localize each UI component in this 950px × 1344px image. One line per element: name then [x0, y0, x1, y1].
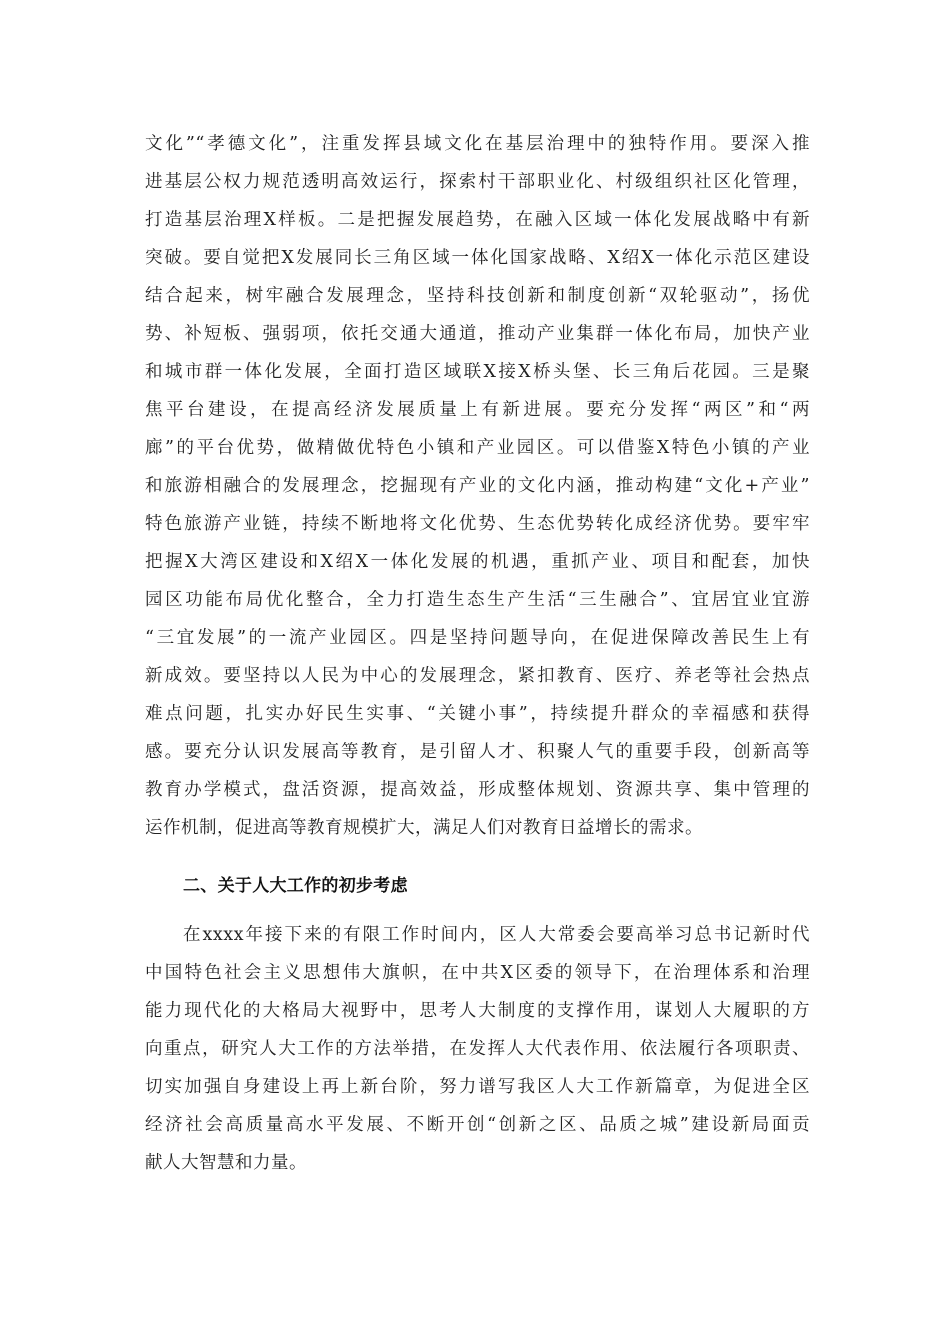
section-heading: 二、关于人大工作的初步考虑: [183, 876, 408, 896]
paragraph-1-line-3: 打造基层治理X样板。二是把握发展趋势，在融入区域一体化发展战略中有新: [145, 210, 810, 230]
paragraph-1-line-6: 势、补短板、强弱项，依托交通大通道，推动产业集群一体化布局，加快产业: [145, 324, 810, 344]
paragraph-1-line-8: 焦平台建设，在提高经济发展质量上有新进展。要充分发挥“两区”和“两: [145, 400, 810, 420]
paragraph-1-line-9: 廊”的平台优势，做精做优特色小镇和产业园区。可以借鉴X特色小镇的产业: [145, 438, 810, 458]
paragraph-1-line-7: 和城市群一体化发展，全面打造区域联X接X桥头堡、长三角后花园。三是聚: [145, 362, 810, 382]
paragraph-2-line-2: 中国特色社会主义思想伟大旗帜，在中共X区委的领导下，在治理体系和治理: [145, 963, 810, 983]
paragraph-1-line-4: 突破。要自觉把X发展同长三角区域一体化国家战略、X绍X一体化示范区建设: [145, 248, 810, 268]
paragraph-1-line-1: 文化”“孝德文化”，注重发挥县域文化在基层治理中的独特作用。要深入推: [145, 134, 810, 154]
paragraph-2-line-5: 切实加强自身建设上再上新台阶，努力谱写我区人大工作新篇章，为促进全区: [145, 1077, 810, 1097]
paragraph-1-line-2: 进基层公权力规范透明高效运行，探索村干部职业化、村级组织社区化管理，: [145, 172, 810, 192]
paragraph-1-line-15: 新成效。要坚持以人民为中心的发展理念，紧扣教育、医疗、养老等社会热点: [145, 666, 810, 686]
paragraph-1-line-16: 难点问题，扎实办好民生实事、“关键小事”，持续提升群众的幸福感和获得: [145, 704, 810, 724]
paragraph-2-line-1: 在xxxx年接下来的有限工作时间内，区人大常委会要高举习总书记新时代: [183, 925, 810, 945]
paragraph-2-line-3: 能力现代化的大格局大视野中，思考人大制度的支撑作用，谋划人大履职的方: [145, 1001, 810, 1021]
paragraph-1-line-17: 感。要充分认识发展高等教育，是引留人才、积聚人气的重要手段，创新高等: [145, 742, 810, 762]
paragraph-1-line-18: 教育办学模式，盘活资源，提高效益，形成整体规划、资源共享、集中管理的: [145, 780, 810, 800]
paragraph-1-line-10: 和旅游相融合的发展理念，挖掘现有产业的文化内涵，推动构建“文化+产业”: [145, 476, 810, 496]
paragraph-1-line-13: 园区功能布局优化整合，全力打造生态生产生活“三生融合”、宜居宜业宜游: [145, 590, 810, 610]
paragraph-2-line-6: 经济社会高质量高水平发展、不断开创“创新之区、品质之城”建设新局面贡: [145, 1115, 810, 1135]
paragraph-2-line-7: 献人大智慧和力量。: [145, 1153, 307, 1173]
paragraph-2-line-4: 向重点，研究人大工作的方法举措，在发挥人大代表作用、依法履行各项职责、: [145, 1039, 810, 1059]
paragraph-1-line-5: 结合起来，树牢融合发展理念，坚持科技创新和制度创新“双轮驱动”，扬优: [145, 286, 810, 306]
paragraph-1-line-12: 把握X大湾区建设和X绍X一体化发展的机遇，重抓产业、项目和配套，加快: [145, 552, 810, 572]
paragraph-1-line-11: 特色旅游产业链，持续不断地将文化优势、生态优势转化成经济优势。要牢牢: [145, 514, 810, 534]
paragraph-1-line-19: 运作机制，促进高等教育规模扩大，满足人们对教育日益增长的需求。: [145, 818, 703, 838]
paragraph-1-line-14: “三宜发展”的一流产业园区。四是坚持问题导向，在促进保障改善民生上有: [145, 628, 810, 648]
